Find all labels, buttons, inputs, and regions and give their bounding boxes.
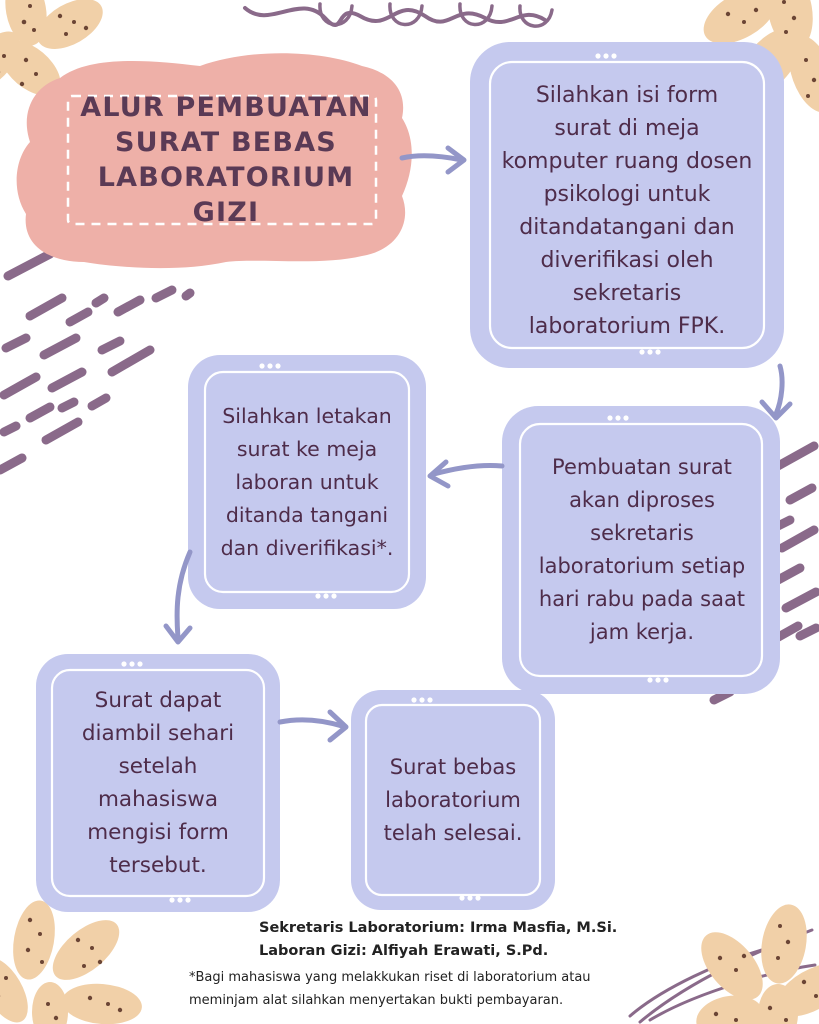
secretary-credit: Sekretaris Laboratorium: Irma Masfia, M.Si. xyxy=(259,920,618,936)
step-1-text: Silahkan isi form surat di meja komputer ruang dosen psikologi untuk ditandatangani dan diverifikasi oleh sekretaris laboratorium FPK. xyxy=(501,83,753,339)
step-card-5 xyxy=(357,697,549,903)
step-card-1 xyxy=(476,62,778,360)
footnote: *Bagi mahasiswa yang melakkukan riset di laboratorium atau meminjam alat silahkan menyertakan bukti pembayaran. xyxy=(189,970,591,1008)
step-5-text: Surat bebas laboratorium telah selesai. xyxy=(383,754,523,845)
step-3-text: Silahkan letakan surat ke meja laboran untuk ditanda tangani dan diverifikasi*. xyxy=(220,403,394,560)
page-title: ALUR PEMBUATAN SURAT BEBAS LABORATORIUM GIZI xyxy=(80,92,372,228)
title-block xyxy=(70,92,382,228)
dash-marks-left xyxy=(0,254,190,470)
arrow-step1-to-step2 xyxy=(776,366,782,414)
step-card-2 xyxy=(510,415,774,685)
step-4-text: Surat dapat diambil sehari setelah mahasiswa mengisi form tersebut. xyxy=(81,688,235,878)
laboran-credit: Laboran Gizi: Alfiyah Erawati, S.Pd. xyxy=(259,943,549,959)
flower-bottom-right xyxy=(689,901,819,1024)
step-2-text: Pembuatan surat akan diproses sekretaris laboratorium setiap hari rabu pada saat jam kerja. xyxy=(538,455,746,644)
flower-bottom-left xyxy=(0,897,144,1024)
arrow-step4-to-step5 xyxy=(280,720,342,726)
step-card-4 xyxy=(42,660,274,906)
step-card-3 xyxy=(196,362,418,602)
credits xyxy=(259,917,617,963)
